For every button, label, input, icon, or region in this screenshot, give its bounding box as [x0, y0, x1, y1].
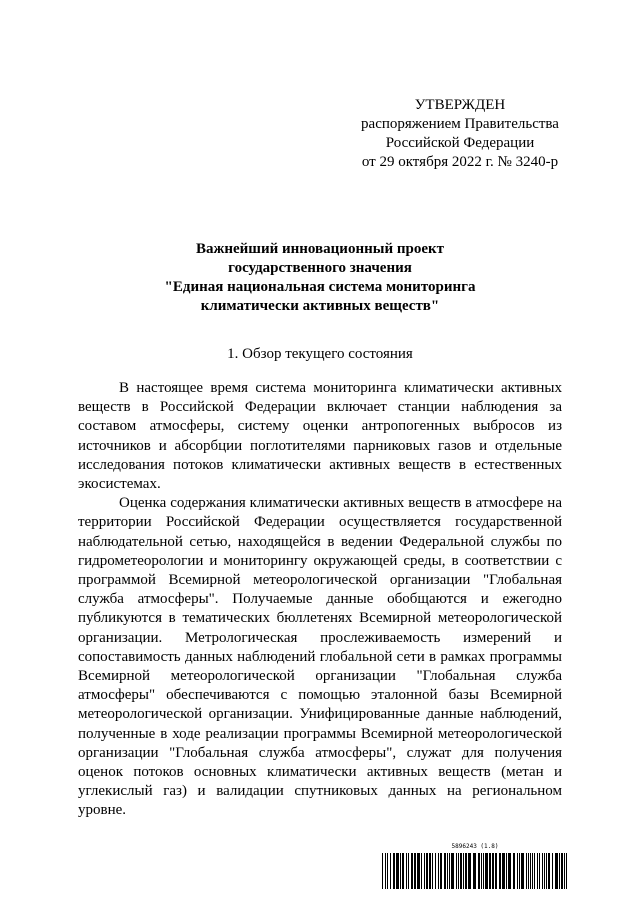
approval-line: распоряжением Правительства [361, 116, 559, 132]
barcode-bar [444, 853, 446, 889]
barcode-bar [456, 853, 457, 889]
barcode-bar [393, 853, 395, 889]
barcode-bar [402, 853, 404, 889]
barcode-bar [513, 853, 515, 889]
barcode-bar [534, 853, 535, 889]
barcode-bar [435, 853, 436, 889]
barcode-bar [489, 853, 491, 889]
barcode-bar [458, 853, 459, 889]
barcode-bar [485, 853, 488, 889]
barcode-bar [559, 853, 560, 889]
barcode-bar [548, 853, 550, 889]
barcode-bar [451, 853, 454, 889]
barcode-bar [499, 853, 501, 889]
barcode-bar [483, 853, 484, 889]
barcode-bar [406, 853, 407, 889]
barcode-bar [539, 853, 540, 889]
barcode-bar [411, 853, 413, 889]
barcode-bar [414, 853, 416, 889]
barcode-bar [426, 853, 428, 889]
barcode-bar [564, 853, 565, 889]
document-title [70, 240, 570, 316]
barcode-bar [544, 853, 545, 889]
barcode-bar [532, 853, 533, 889]
barcode-icon [382, 853, 568, 889]
title-line: "Единая национальная система мониторинга [164, 279, 476, 295]
title-line: климатически активных веществ" [200, 298, 440, 314]
barcode-bar [447, 853, 448, 889]
barcode-bar [465, 853, 467, 889]
title-line: Важнейший инновационный проект [195, 241, 444, 257]
barcode-bar [468, 853, 471, 889]
paragraph: Оценка содержания климатически активных веществ в атмосфере на территории Российской Федерации осуществляется государственной наблюдательной сетью, находящейся в ведении Федеральной службы по гидрометеорологии и мониторингу окружающей среды, в соответствии с программой Всемирной метеорологической организации "Глобальная служба атмосферы". Получаемые данные обобщаются и ежегодно публикуются в тематических бюллетенях Всемирной метеорологической организации. Метрологическая прослеживаемость измерений и сопоставимость данных наблюдений глобальной сети в рамках программы Всемирной метеорологической организации "Глобальная служба атмосферы" обеспечиваются с помощью эталонной базы Всемирной метеорологической организации. Унифицированные данные наблюдений, полученные в ходе реализации программы Всемирной метеорологической организации "Глобальная служба атмосферы", служат для получения оценок потоков основных климатически активных веществ (метан и углекислый газ) и валидации спутниковых данных на региональном уровне. [78, 495, 562, 819]
section-heading: 1. Обзор текущего состояния [227, 346, 413, 362]
barcode-bar [555, 853, 558, 889]
barcode-bar [432, 853, 433, 889]
barcode-bar [508, 853, 511, 889]
document-body [78, 379, 562, 821]
barcode-bar [526, 853, 527, 889]
barcode-bar [417, 853, 420, 889]
barcode-bar [463, 853, 464, 889]
barcode-bar [552, 853, 553, 889]
barcode-bar [424, 853, 425, 889]
barcode-bar [387, 853, 388, 889]
barcode-bar [408, 853, 409, 889]
barcode-bar [537, 853, 538, 889]
barcode-bar [542, 853, 543, 889]
barcode-bar [521, 853, 524, 889]
barcode-bar [492, 853, 494, 889]
approval-date-line: от 29 октября 2022 г. № 3240-р [361, 154, 559, 170]
barcode-bar [429, 853, 431, 889]
paragraph: В настоящее время система мониторинга климатически активных веществ в Российской Федерации включает станции наблюдения за составом атмосферы, систему оценки антропогенных выбросов из источников и абсорбции поглотителями парниковых газов и отдельные исследования потоков климатически активных веществ в естественных экосистемах. [78, 380, 562, 493]
barcode-bar [396, 853, 399, 889]
barcode-bar [473, 853, 476, 889]
barcode-bar [495, 853, 497, 889]
barcode-bar [438, 853, 439, 889]
approval-heading: УТВЕРЖДЕН [414, 97, 506, 113]
barcode-bar [421, 853, 422, 889]
barcode-bar [400, 853, 401, 889]
barcode-bar [478, 853, 480, 889]
barcode-bar [506, 853, 507, 889]
barcode-bar [449, 853, 450, 889]
title-line: государственного значения [228, 260, 412, 276]
barcode-bar [517, 853, 518, 889]
barcode-bar [460, 853, 462, 889]
approval-block [340, 96, 580, 172]
barcode-bar [440, 853, 442, 889]
barcode-bar [561, 853, 563, 889]
barcode-bar [385, 853, 386, 889]
barcode-bar [502, 853, 505, 889]
barcode-bar [519, 853, 520, 889]
barcode-number: 5896243 (1.8) [451, 843, 499, 850]
barcode-bar [382, 853, 383, 889]
barcode-block [382, 843, 568, 891]
barcode-bar [390, 853, 391, 889]
barcode-bar [530, 853, 531, 889]
approval-line: Российской Федерации [385, 135, 535, 151]
barcode-bar [566, 853, 567, 889]
barcode-bar [546, 853, 547, 889]
barcode-bar [481, 853, 482, 889]
barcode-bar [528, 853, 529, 889]
